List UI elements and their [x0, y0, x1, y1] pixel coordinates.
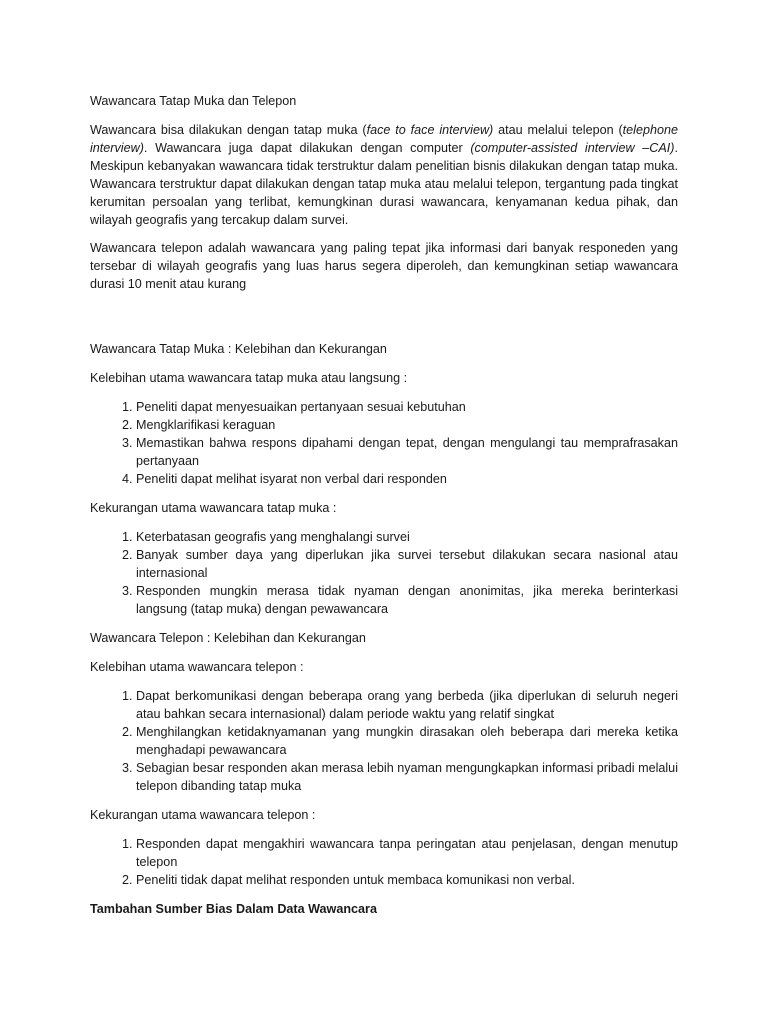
para1-italic-1: face to face interview)	[366, 123, 494, 137]
list-item: 2. Menghilangkan ketidaknyamanan yang mungkin dirasakan oleh beberapa dari mereka ketika menghadapi pewawancara	[136, 723, 678, 759]
section2-heading: Wawancara Telepon : Kelebihan dan Kekurangan	[90, 631, 366, 645]
section1-cons-heading: Kekurangan utama wawancara tatap muka :	[90, 501, 337, 515]
section1-pros-list	[90, 398, 678, 488]
section1-heading: Wawancara Tatap Muka : Kelebihan dan Kekurangan	[90, 342, 387, 356]
list-item: 3. Sebagian besar responden akan merasa lebih nyaman mengungkapkan informasi pribadi melalui telepon dibanding tatap muka	[136, 759, 678, 795]
section2-cons-list	[90, 835, 678, 889]
para1-italic-3: (computer-assisted interview –CAI)	[470, 141, 675, 155]
list-item: 2. Banyak sumber daya yang diperlukan jika survei tersebut dilakukan secara nasional atau internasional	[136, 546, 678, 582]
list-item: 1. Responden dapat mengakhiri wawancara tanpa peringatan atau penjelasan, dengan menutup telepon	[136, 835, 678, 871]
list-item: 2. Mengklarifikasi keraguan	[136, 416, 678, 434]
para1-text-4: . Meskipun kebanyakan wawancara tidak terstruktur dalam penelitian bisnis dilakukan dengan tatap muka. Wawancara terstruktur dapat dilakukan dengan tatap muka atau melalui telepon, tergantung pada tingkat kerumitan persoalan yang terlibat, kemungkinan durasi wawancara, kenyamanan kedua pihak, dan wilayah geografis yang tercakup dalam survei.	[90, 141, 678, 227]
section2-pros-list	[90, 687, 678, 795]
para1-italic-2: telephone interview)	[90, 123, 678, 155]
telephone-paragraph: Wawancara telepon adalah wawancara yang paling tepat jika informasi dari banyak responeden yang tersebar di wilayah geografis yang luas harus segera diperoleh, dan kemungkinan setiap wawancara durasi 10 menit atau kurang	[90, 241, 678, 291]
list-item: 3. Responden mungkin merasa tidak nyaman dengan anonimitas, jika mereka berinterkasi langsung (tatap muka) dengan pewawancara	[136, 582, 678, 618]
list-item: 3. Memastikan bahwa respons dipahami dengan tepat, dengan mengulangi tau memprafrasakan pertanyaan	[136, 434, 678, 470]
section2-cons-heading: Kekurangan utama wawancara telepon :	[90, 808, 316, 822]
document-title: Wawancara Tatap Muka dan Telepon	[90, 94, 297, 108]
final-heading: Tambahan Sumber Bias Dalam Data Wawancara	[90, 902, 377, 916]
intro-paragraph	[90, 121, 678, 229]
para1-text-3: . Wawancara juga dapat dilakukan dengan computer	[143, 141, 471, 155]
section2-pros-heading: Kelebihan utama wawancara telepon :	[90, 660, 304, 674]
para1-text-1: Wawancara bisa dilakukan dengan tatap muka (	[90, 123, 367, 137]
section1-cons-list	[90, 528, 678, 618]
list-item: 1. Keterbatasan geografis yang menghalangi survei	[136, 528, 678, 546]
spacer	[90, 303, 678, 340]
list-item: 4. Peneliti dapat melihat isyarat non verbal dari responden	[136, 470, 678, 488]
section1-pros-heading: Kelebihan utama wawancara tatap muka atau langsung :	[90, 371, 408, 385]
list-item: 1. Peneliti dapat menyesuaikan pertanyaan sesuai kebutuhan	[136, 398, 678, 416]
list-item: 2. Peneliti tidak dapat melihat responden untuk membaca komunikasi non verbal.	[136, 871, 678, 889]
para1-text-2: atau melalui telepon (	[493, 123, 623, 137]
list-item: 1. Dapat berkomunikasi dengan beberapa orang yang berbeda (jika diperlukan di seluruh negeri atau bahkan secara internasional) dalam periode waktu yang relatif singkat	[136, 687, 678, 723]
